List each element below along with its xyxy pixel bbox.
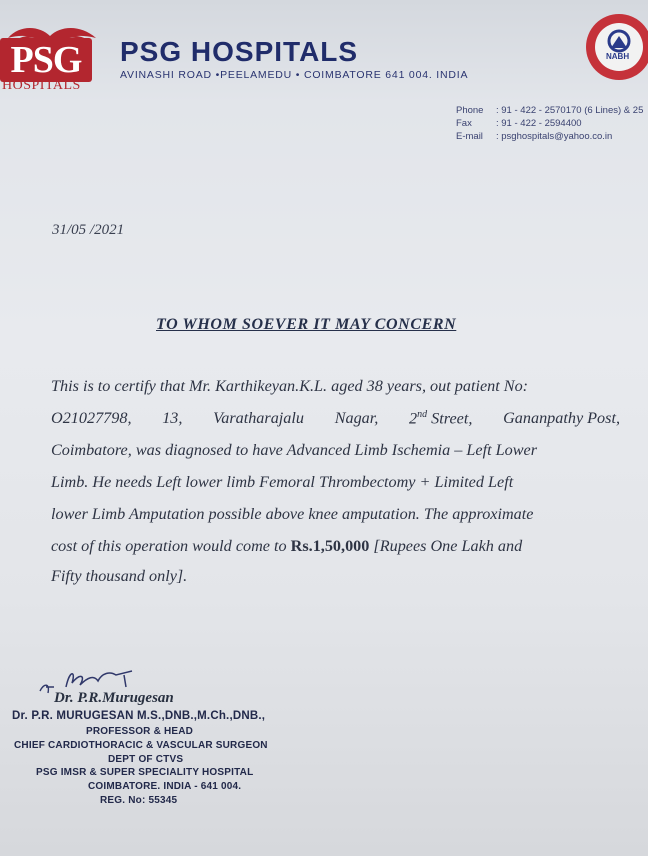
patient-number: O21027798, xyxy=(51,409,132,427)
email-value: : psghospitals@yahoo.co.in xyxy=(496,131,613,142)
address-door-number: 13, xyxy=(162,409,183,427)
body-line-4: Limb. He needs Left lower limb Femoral Thrombectomy + Limited Left xyxy=(51,473,514,491)
letter-heading: TO WHOM SOEVER IT MAY CONCERN xyxy=(156,316,457,333)
street-ordinal: nd xyxy=(417,409,428,420)
stamp-name: Dr. P.R. MURUGESAN M.S.,DNB.,M.Ch.,DNB., xyxy=(12,710,266,722)
stamp-city: COIMBATORE. INDIA - 641 004. xyxy=(88,781,242,792)
phone-value: : 91 - 422 - 2570170 (6 Lines) & 25 xyxy=(496,105,644,116)
signatory-typed-name: Dr. P.R.Murugesan xyxy=(54,690,174,706)
stamp-department: DEPT OF CTVS xyxy=(108,754,184,765)
address-nagar: Nagar, xyxy=(334,409,379,427)
stamp-institution: PSG IMSR & SUPER SPECIALITY HOSPITAL xyxy=(36,767,254,778)
body-line-2 xyxy=(51,409,620,428)
hospital-name: PSG HOSPITALS xyxy=(120,36,359,67)
body-line-1: This is to certify that Mr. Karthikeyan.K.L. aged 38 years, out patient No: xyxy=(51,377,529,395)
fax-row xyxy=(456,117,643,130)
fax-value: : 91 - 422 - 2594400 xyxy=(496,118,582,129)
hospital-address: AVINASHI ROAD •PEELAMEDU • COIMBATORE 641 004. INDIA xyxy=(120,69,469,81)
stamp-title: PROFESSOR & HEAD xyxy=(86,726,194,737)
phone-label: Phone xyxy=(456,105,484,116)
body-line-5: lower Limb Amputation possible above knee amputation. The approximate xyxy=(51,505,534,523)
street-number: 2 xyxy=(409,409,418,428)
cost-words: [Rupees One Lakh and xyxy=(369,537,523,555)
address-street xyxy=(409,409,472,428)
cost-text: cost of this operation would come to xyxy=(51,537,291,555)
contact-info xyxy=(456,104,643,143)
fax-label: Fax xyxy=(456,118,472,129)
letter-date: 31/05 /2021 xyxy=(52,222,125,238)
cost-amount: Rs.1,50,000 xyxy=(290,537,370,555)
address-post: Gananpathy Post, xyxy=(503,409,620,427)
email-row xyxy=(456,130,643,143)
address-street-name: Varatharajalu xyxy=(213,409,304,427)
nabh-accreditation-badge xyxy=(584,12,648,82)
phone-row xyxy=(456,104,643,117)
street-word: Street, xyxy=(427,409,473,428)
nabh-label: NABH xyxy=(606,52,630,61)
nabh-seal-icon xyxy=(584,12,648,82)
stamp-position: CHIEF CARDIOTHORACIC & VASCULAR SURGEON xyxy=(14,740,268,751)
body-line-3: Coimbatore, was diagnosed to have Advanced Limb Ischemia – Left Lower xyxy=(51,441,538,459)
body-line-6 xyxy=(51,537,522,556)
body-line-7: Fifty thousand only]. xyxy=(51,567,188,585)
logo-hospitals-text: HOSPITALS xyxy=(2,78,81,93)
stamp-reg: REG. No: 55345 xyxy=(100,795,178,806)
email-label: E-mail xyxy=(456,131,483,142)
logo-psg-text: PSG xyxy=(0,38,92,82)
